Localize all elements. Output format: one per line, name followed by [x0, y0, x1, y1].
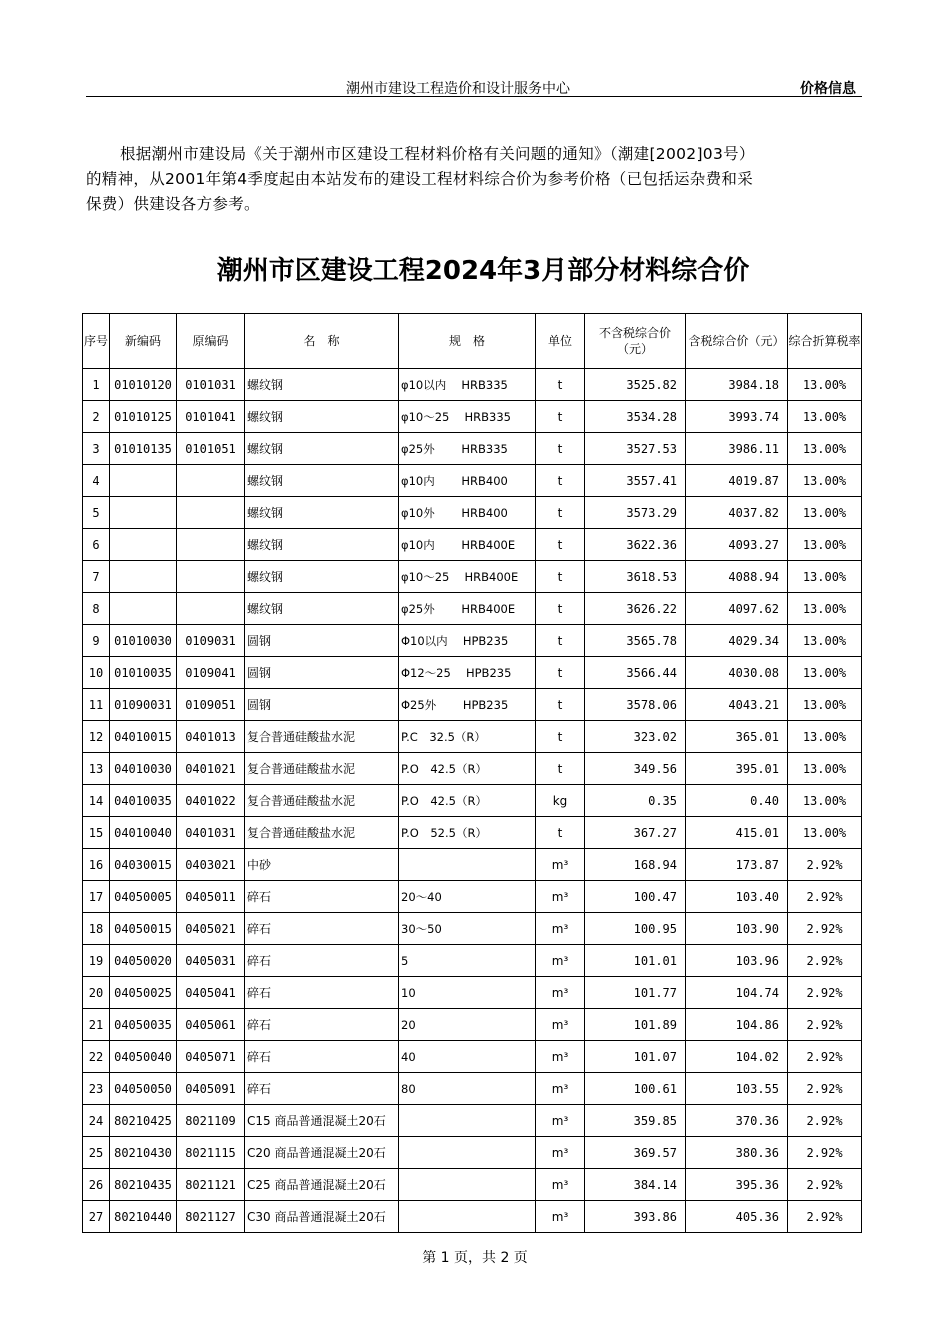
table-row: [83, 881, 862, 913]
table-row: [83, 945, 862, 977]
col-header-new-code: 新编码: [110, 314, 177, 369]
intro-line-2: 的精神，从2001年第4季度起由本站发布的建设工程材料综合价为参考价格（已包括运杂费和采: [86, 170, 754, 188]
cell-price-excl-tax: 3578.06: [585, 689, 686, 721]
cell-price-excl-tax: 3566.44: [585, 657, 686, 689]
cell-index: 27: [83, 1201, 110, 1233]
cell-price-incl-tax: 4029.34: [686, 625, 788, 657]
cell-price-incl-tax: 103.40: [686, 881, 788, 913]
cell-index: 6: [83, 529, 110, 561]
cell-old-code: 8021109: [177, 1105, 245, 1137]
cell-old-code: [177, 593, 245, 625]
table-row: [83, 913, 862, 945]
cell-spec: Φ12～25 HPB235: [399, 657, 536, 689]
intro-line-3: 保费）供建设各方参考。: [86, 195, 260, 213]
cell-name: 螺纹钢: [245, 497, 399, 529]
cell-unit: m³: [536, 1137, 585, 1169]
cell-spec: P.C 32.5（R）: [399, 721, 536, 753]
table-header-row: [83, 314, 862, 369]
cell-spec: P.O 42.5（R）: [399, 753, 536, 785]
cell-unit: t: [536, 817, 585, 849]
cell-old-code: 0405011: [177, 881, 245, 913]
cell-name: 螺纹钢: [245, 401, 399, 433]
cell-spec: φ10～25 HRB400E: [399, 561, 536, 593]
cell-unit: t: [536, 689, 585, 721]
cell-index: 18: [83, 913, 110, 945]
cell-unit: t: [536, 433, 585, 465]
cell-new-code: [110, 465, 177, 497]
cell-spec: 20～40: [399, 881, 536, 913]
cell-tax-rate: 2.92%: [788, 1009, 862, 1041]
cell-price-incl-tax: 4030.08: [686, 657, 788, 689]
cell-index: 4: [83, 465, 110, 497]
cell-old-code: 0109051: [177, 689, 245, 721]
cell-name: 碎石: [245, 1073, 399, 1105]
cell-unit: m³: [536, 977, 585, 1009]
intro-paragraph: [86, 142, 862, 217]
cell-tax-rate: 13.00%: [788, 753, 862, 785]
cell-price-incl-tax: 3984.18: [686, 369, 788, 401]
cell-index: 9: [83, 625, 110, 657]
table-row: [83, 977, 862, 1009]
cell-old-code: [177, 561, 245, 593]
cell-price-excl-tax: 3618.53: [585, 561, 686, 593]
cell-old-code: 0405091: [177, 1073, 245, 1105]
cell-new-code: 04050040: [110, 1041, 177, 1073]
table-row: [83, 1169, 862, 1201]
cell-old-code: 0405041: [177, 977, 245, 1009]
cell-tax-rate: 2.92%: [788, 849, 862, 881]
cell-unit: t: [536, 401, 585, 433]
cell-index: 3: [83, 433, 110, 465]
cell-new-code: 80210435: [110, 1169, 177, 1201]
table-row: [83, 433, 862, 465]
cell-spec: Φ10以内 HPB235: [399, 625, 536, 657]
cell-name: C20 商品普通混凝土20石: [245, 1137, 399, 1169]
cell-price-excl-tax: 3622.36: [585, 529, 686, 561]
document-title: 潮州市区建设工程2024年3月部分材料综合价: [216, 256, 750, 286]
cell-unit: kg: [536, 785, 585, 817]
cell-price-excl-tax: 359.85: [585, 1105, 686, 1137]
cell-new-code: 04010040: [110, 817, 177, 849]
cell-price-excl-tax: 3557.41: [585, 465, 686, 497]
cell-new-code: 01010135: [110, 433, 177, 465]
cell-spec: P.O 52.5（R）: [399, 817, 536, 849]
table-row: [83, 721, 862, 753]
cell-tax-rate: 13.00%: [788, 529, 862, 561]
cell-name: 螺纹钢: [245, 369, 399, 401]
cell-tax-rate: 13.00%: [788, 785, 862, 817]
cell-price-incl-tax: 4093.27: [686, 529, 788, 561]
header-section-label: 价格信息: [800, 81, 856, 97]
cell-price-incl-tax: 4088.94: [686, 561, 788, 593]
cell-old-code: 0405061: [177, 1009, 245, 1041]
cell-spec: φ25外 HRB335: [399, 433, 536, 465]
cell-price-excl-tax: 349.56: [585, 753, 686, 785]
cell-price-excl-tax: 100.95: [585, 913, 686, 945]
cell-old-code: 0405071: [177, 1041, 245, 1073]
cell-price-excl-tax: 323.02: [585, 721, 686, 753]
cell-spec: 20: [399, 1009, 536, 1041]
table-row: [83, 625, 862, 657]
cell-tax-rate: 2.92%: [788, 1105, 862, 1137]
cell-old-code: 0405021: [177, 913, 245, 945]
cell-spec: [399, 1201, 536, 1233]
cell-tax-rate: 2.92%: [788, 945, 862, 977]
cell-price-incl-tax: 365.01: [686, 721, 788, 753]
cell-price-excl-tax: 3626.22: [585, 593, 686, 625]
cell-price-incl-tax: 405.36: [686, 1201, 788, 1233]
cell-spec: 40: [399, 1041, 536, 1073]
cell-tax-rate: 2.92%: [788, 1201, 862, 1233]
cell-price-excl-tax: 384.14: [585, 1169, 686, 1201]
cell-index: 17: [83, 881, 110, 913]
cell-unit: m³: [536, 1105, 585, 1137]
page-header: [86, 76, 862, 97]
cell-spec: φ10内 HRB400E: [399, 529, 536, 561]
cell-index: 25: [83, 1137, 110, 1169]
cell-spec: 80: [399, 1073, 536, 1105]
cell-index: 26: [83, 1169, 110, 1201]
col-header-price-incl-tax: 含税综合价（元）: [686, 314, 788, 369]
col-header-index: 序号: [83, 314, 110, 369]
cell-price-excl-tax: 101.01: [585, 945, 686, 977]
cell-price-incl-tax: 415.01: [686, 817, 788, 849]
cell-price-excl-tax: 100.47: [585, 881, 686, 913]
cell-new-code: 04050005: [110, 881, 177, 913]
col-header-old-code: 原编码: [177, 314, 245, 369]
cell-name: 螺纹钢: [245, 465, 399, 497]
header-organization: 潮州市建设工程造价和设计服务中心: [346, 81, 570, 97]
cell-new-code: 04030015: [110, 849, 177, 881]
cell-tax-rate: 2.92%: [788, 977, 862, 1009]
cell-name: 复合普通硅酸盐水泥: [245, 785, 399, 817]
table-row: [83, 593, 862, 625]
cell-name: 中砂: [245, 849, 399, 881]
cell-index: 11: [83, 689, 110, 721]
cell-price-incl-tax: 0.40: [686, 785, 788, 817]
cell-tax-rate: 13.00%: [788, 817, 862, 849]
cell-old-code: [177, 465, 245, 497]
cell-name: 圆钢: [245, 657, 399, 689]
cell-name: C15 商品普通混凝土20石: [245, 1105, 399, 1137]
col-header-name: 名 称: [245, 314, 399, 369]
cell-spec: φ10外 HRB400: [399, 497, 536, 529]
cell-new-code: 04050050: [110, 1073, 177, 1105]
cell-unit: t: [536, 753, 585, 785]
cell-tax-rate: 13.00%: [788, 689, 862, 721]
cell-name: 复合普通硅酸盐水泥: [245, 753, 399, 785]
cell-spec: [399, 849, 536, 881]
table-row: [83, 657, 862, 689]
cell-unit: m³: [536, 849, 585, 881]
cell-price-excl-tax: 3525.82: [585, 369, 686, 401]
cell-price-incl-tax: 103.90: [686, 913, 788, 945]
cell-new-code: 01090031: [110, 689, 177, 721]
col-header-price-excl-tax: 不含税综合价（元）: [585, 314, 686, 369]
cell-tax-rate: 13.00%: [788, 465, 862, 497]
cell-name: 碎石: [245, 1009, 399, 1041]
cell-tax-rate: 13.00%: [788, 433, 862, 465]
cell-unit: t: [536, 497, 585, 529]
cell-price-excl-tax: 101.89: [585, 1009, 686, 1041]
table-row: [83, 785, 862, 817]
cell-spec: 5: [399, 945, 536, 977]
cell-unit: t: [536, 657, 585, 689]
cell-price-excl-tax: 393.86: [585, 1201, 686, 1233]
cell-new-code: 80210430: [110, 1137, 177, 1169]
cell-unit: t: [536, 625, 585, 657]
cell-tax-rate: 13.00%: [788, 401, 862, 433]
cell-price-excl-tax: 100.61: [585, 1073, 686, 1105]
cell-tax-rate: 13.00%: [788, 657, 862, 689]
cell-new-code: 04050020: [110, 945, 177, 977]
table-row: [83, 497, 862, 529]
cell-new-code: [110, 561, 177, 593]
cell-name: C30 商品普通混凝土20石: [245, 1201, 399, 1233]
cell-price-incl-tax: 395.01: [686, 753, 788, 785]
cell-new-code: 01010125: [110, 401, 177, 433]
cell-tax-rate: 2.92%: [788, 1073, 862, 1105]
cell-new-code: 04010030: [110, 753, 177, 785]
cell-spec: P.O 42.5（R）: [399, 785, 536, 817]
table-body: [83, 369, 862, 1233]
col-header-unit: 单位: [536, 314, 585, 369]
cell-price-incl-tax: 3986.11: [686, 433, 788, 465]
cell-new-code: 01010035: [110, 657, 177, 689]
col-header-tax-rate: 综合折算税率: [788, 314, 862, 369]
cell-new-code: 01010030: [110, 625, 177, 657]
cell-old-code: 0401013: [177, 721, 245, 753]
cell-old-code: 0101041: [177, 401, 245, 433]
cell-new-code: 04050025: [110, 977, 177, 1009]
table-row: [83, 1073, 862, 1105]
cell-price-incl-tax: 104.86: [686, 1009, 788, 1041]
cell-unit: m³: [536, 945, 585, 977]
cell-tax-rate: 13.00%: [788, 721, 862, 753]
cell-index: 13: [83, 753, 110, 785]
cell-tax-rate: 13.00%: [788, 561, 862, 593]
cell-price-excl-tax: 101.77: [585, 977, 686, 1009]
cell-price-excl-tax: 101.07: [585, 1041, 686, 1073]
page-footer: 第 1 页，共 2 页: [422, 1250, 528, 1266]
cell-unit: m³: [536, 913, 585, 945]
cell-old-code: 0403021: [177, 849, 245, 881]
cell-spec: 10: [399, 977, 536, 1009]
cell-name: 螺纹钢: [245, 529, 399, 561]
cell-price-incl-tax: 104.02: [686, 1041, 788, 1073]
cell-name: 螺纹钢: [245, 433, 399, 465]
cell-old-code: 0101031: [177, 369, 245, 401]
cell-index: 12: [83, 721, 110, 753]
cell-price-incl-tax: 173.87: [686, 849, 788, 881]
cell-spec: φ25外 HRB400E: [399, 593, 536, 625]
price-table: [82, 313, 862, 1233]
cell-index: 15: [83, 817, 110, 849]
cell-unit: m³: [536, 1041, 585, 1073]
cell-name: 碎石: [245, 913, 399, 945]
cell-old-code: 0401021: [177, 753, 245, 785]
cell-tax-rate: 2.92%: [788, 1041, 862, 1073]
cell-price-incl-tax: 104.74: [686, 977, 788, 1009]
cell-price-excl-tax: 168.94: [585, 849, 686, 881]
table-row: [83, 1041, 862, 1073]
cell-spec: [399, 1105, 536, 1137]
cell-old-code: 8021127: [177, 1201, 245, 1233]
cell-old-code: 0109041: [177, 657, 245, 689]
cell-name: 圆钢: [245, 689, 399, 721]
cell-price-incl-tax: 3993.74: [686, 401, 788, 433]
cell-old-code: 0109031: [177, 625, 245, 657]
cell-price-excl-tax: 369.57: [585, 1137, 686, 1169]
cell-price-incl-tax: 370.36: [686, 1105, 788, 1137]
cell-name: 碎石: [245, 881, 399, 913]
cell-old-code: 0101051: [177, 433, 245, 465]
col-header-spec: 规 格: [399, 314, 536, 369]
cell-name: 碎石: [245, 945, 399, 977]
cell-new-code: 01010120: [110, 369, 177, 401]
cell-tax-rate: 13.00%: [788, 625, 862, 657]
cell-unit: t: [536, 561, 585, 593]
cell-index: 20: [83, 977, 110, 1009]
cell-price-incl-tax: 4043.21: [686, 689, 788, 721]
cell-index: 5: [83, 497, 110, 529]
cell-name: 碎石: [245, 977, 399, 1009]
table-row: [83, 369, 862, 401]
cell-name: 复合普通硅酸盐水泥: [245, 817, 399, 849]
table-row: [83, 1201, 862, 1233]
table-row: [83, 753, 862, 785]
cell-old-code: 8021115: [177, 1137, 245, 1169]
cell-unit: t: [536, 465, 585, 497]
cell-name: 螺纹钢: [245, 593, 399, 625]
cell-old-code: 0401031: [177, 817, 245, 849]
cell-old-code: [177, 497, 245, 529]
cell-index: 19: [83, 945, 110, 977]
cell-price-incl-tax: 4097.62: [686, 593, 788, 625]
cell-new-code: [110, 497, 177, 529]
cell-new-code: 04050015: [110, 913, 177, 945]
cell-price-excl-tax: 0.35: [585, 785, 686, 817]
table-row: [83, 1105, 862, 1137]
intro-line-1: 根据潮州市建设局《关于潮州市区建设工程材料价格有关问题的通知》（潮建[2002]03号）: [120, 145, 755, 163]
cell-spec: 30～50: [399, 913, 536, 945]
cell-price-incl-tax: 103.96: [686, 945, 788, 977]
cell-price-excl-tax: 367.27: [585, 817, 686, 849]
cell-unit: m³: [536, 1009, 585, 1041]
cell-old-code: [177, 529, 245, 561]
cell-old-code: 8021121: [177, 1169, 245, 1201]
table-row: [83, 817, 862, 849]
table-row: [83, 529, 862, 561]
cell-price-excl-tax: 3534.28: [585, 401, 686, 433]
cell-spec: [399, 1169, 536, 1201]
cell-index: 10: [83, 657, 110, 689]
cell-name: 螺纹钢: [245, 561, 399, 593]
cell-tax-rate: 2.92%: [788, 913, 862, 945]
cell-price-incl-tax: 380.36: [686, 1137, 788, 1169]
cell-spec: φ10以内 HRB335: [399, 369, 536, 401]
cell-price-incl-tax: 395.36: [686, 1169, 788, 1201]
cell-price-excl-tax: 3565.78: [585, 625, 686, 657]
cell-tax-rate: 13.00%: [788, 497, 862, 529]
cell-new-code: 04050035: [110, 1009, 177, 1041]
cell-name: 碎石: [245, 1041, 399, 1073]
cell-name: C25 商品普通混凝土20石: [245, 1169, 399, 1201]
cell-index: 22: [83, 1041, 110, 1073]
cell-unit: t: [536, 529, 585, 561]
cell-tax-rate: 2.92%: [788, 1137, 862, 1169]
cell-new-code: 04010035: [110, 785, 177, 817]
cell-price-incl-tax: 103.55: [686, 1073, 788, 1105]
table-row: [83, 465, 862, 497]
cell-price-excl-tax: 3573.29: [585, 497, 686, 529]
cell-new-code: 80210440: [110, 1201, 177, 1233]
cell-tax-rate: 2.92%: [788, 881, 862, 913]
cell-spec: φ10内 HRB400: [399, 465, 536, 497]
cell-index: 7: [83, 561, 110, 593]
cell-unit: m³: [536, 881, 585, 913]
cell-new-code: 04010015: [110, 721, 177, 753]
cell-index: 23: [83, 1073, 110, 1105]
table-row: [83, 561, 862, 593]
table-row: [83, 401, 862, 433]
cell-tax-rate: 13.00%: [788, 593, 862, 625]
cell-spec: [399, 1137, 536, 1169]
table-row: [83, 1137, 862, 1169]
cell-old-code: 0405031: [177, 945, 245, 977]
cell-price-incl-tax: 4037.82: [686, 497, 788, 529]
cell-index: 8: [83, 593, 110, 625]
table-row: [83, 849, 862, 881]
cell-index: 1: [83, 369, 110, 401]
cell-tax-rate: 13.00%: [788, 369, 862, 401]
table-row: [83, 689, 862, 721]
cell-price-incl-tax: 4019.87: [686, 465, 788, 497]
cell-old-code: 0401022: [177, 785, 245, 817]
cell-unit: t: [536, 721, 585, 753]
cell-new-code: [110, 529, 177, 561]
cell-name: 复合普通硅酸盐水泥: [245, 721, 399, 753]
cell-index: 14: [83, 785, 110, 817]
table-row: [83, 1009, 862, 1041]
cell-spec: φ10～25 HRB335: [399, 401, 536, 433]
cell-unit: m³: [536, 1201, 585, 1233]
cell-unit: m³: [536, 1169, 585, 1201]
cell-name: 圆钢: [245, 625, 399, 657]
cell-index: 21: [83, 1009, 110, 1041]
cell-tax-rate: 2.92%: [788, 1169, 862, 1201]
cell-index: 2: [83, 401, 110, 433]
cell-new-code: 80210425: [110, 1105, 177, 1137]
cell-unit: m³: [536, 1073, 585, 1105]
cell-unit: t: [536, 593, 585, 625]
cell-spec: Φ25外 HPB235: [399, 689, 536, 721]
cell-index: 24: [83, 1105, 110, 1137]
cell-unit: t: [536, 369, 585, 401]
cell-price-excl-tax: 3527.53: [585, 433, 686, 465]
cell-new-code: [110, 593, 177, 625]
cell-index: 16: [83, 849, 110, 881]
